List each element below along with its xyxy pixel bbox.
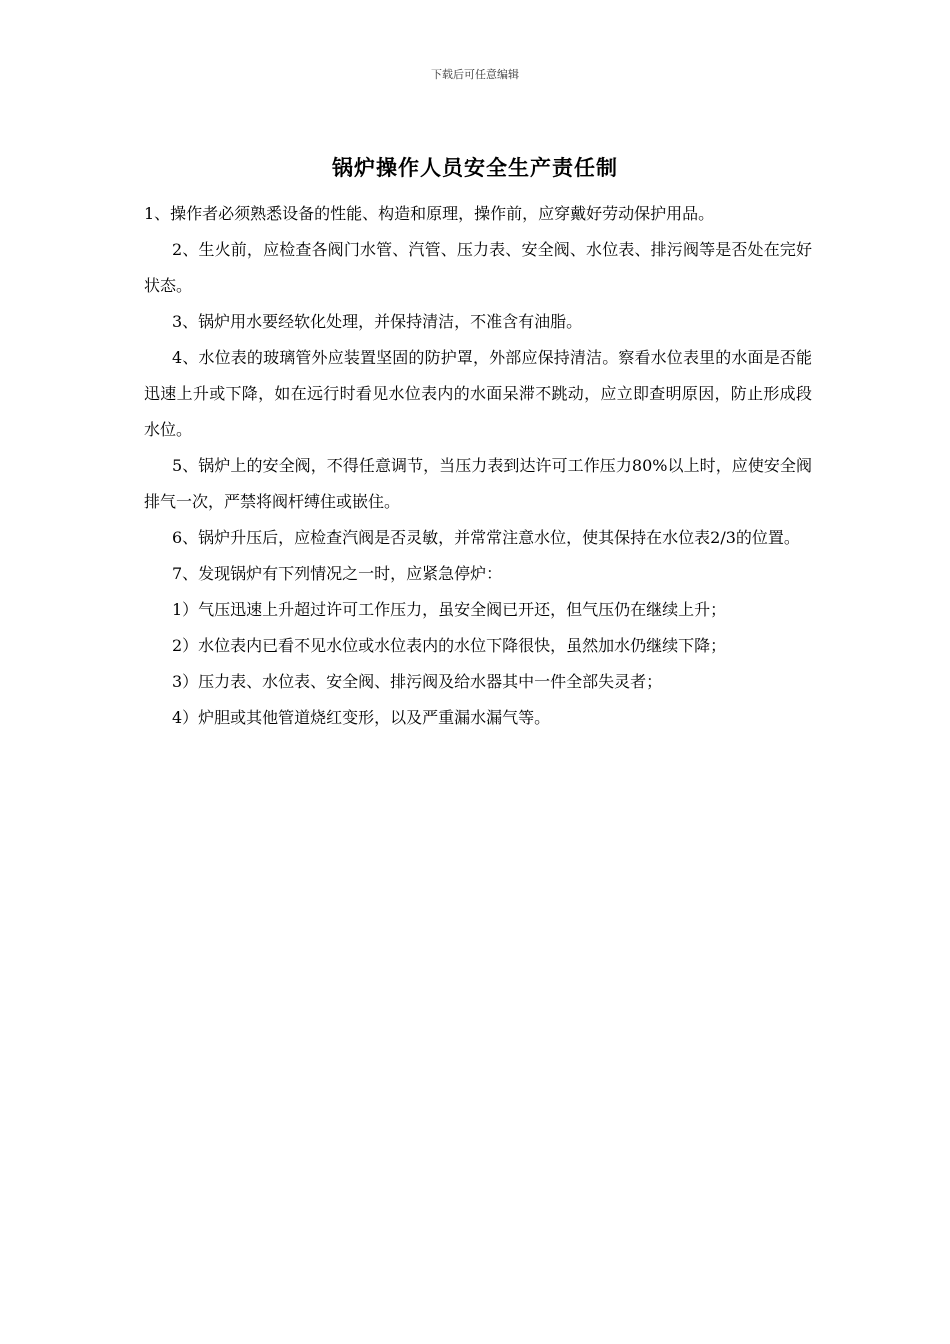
sub-item-4: 4）炉胆或其他管道烧红变形，以及严重漏水漏气等。 bbox=[172, 708, 551, 727]
document-title: 锅炉操作人员安全生产责任制 bbox=[332, 156, 618, 180]
paragraph-7: 7、发现锅炉有下列情况之一时，应紧急停炉： bbox=[172, 564, 503, 583]
sub-item-1: 1）气压迅速上升超过许可工作压力，虽安全阀已开还，但气压仍在继续上升； bbox=[172, 600, 727, 619]
document-body bbox=[144, 196, 812, 736]
paragraph-3: 3、锅炉用水要经软化处理，并保持清洁，不准含有油脂。 bbox=[172, 312, 583, 331]
paragraph-4: 4、水位表的玻璃管外应装置坚固的防护罩，外部应保持清洁。察看水位表里的水面是否能迅速上升或下降，如在远行时看见水位表内的水面呆滞不跳动，应立即查明原因，防止形成段水位。 bbox=[144, 348, 812, 439]
paragraph-6: 6、锅炉升压后，应检查汽阀是否灵敏，并常常注意水位，使其保持在水位表2/3的位置。 bbox=[172, 528, 800, 547]
sub-item-3: 3）压力表、水位表、安全阀、排污阀及给水器其中一件全部失灵者； bbox=[172, 672, 663, 691]
paragraph-1: 1、操作者必须熟悉设备的性能、构造和原理，操作前，应穿戴好劳动保护用品。 bbox=[144, 204, 715, 223]
paragraph-2: 2、生火前，应检查各阀门水管、汽管、压力表、安全阀、水位表、排污阀等是否处在完好状态。 bbox=[144, 240, 812, 295]
paragraph-5: 5、锅炉上的安全阀，不得任意调节，当压力表到达许可工作压力80%以上时，应使安全阀排气一次，严禁将阀杆缚住或嵌住。 bbox=[144, 456, 812, 511]
sub-item-2: 2）水位表内已看不见水位或水位表内的水位下降很快，虽然加水仍继续下降； bbox=[172, 636, 727, 655]
header-note: 下载后可任意编辑 bbox=[431, 68, 519, 81]
